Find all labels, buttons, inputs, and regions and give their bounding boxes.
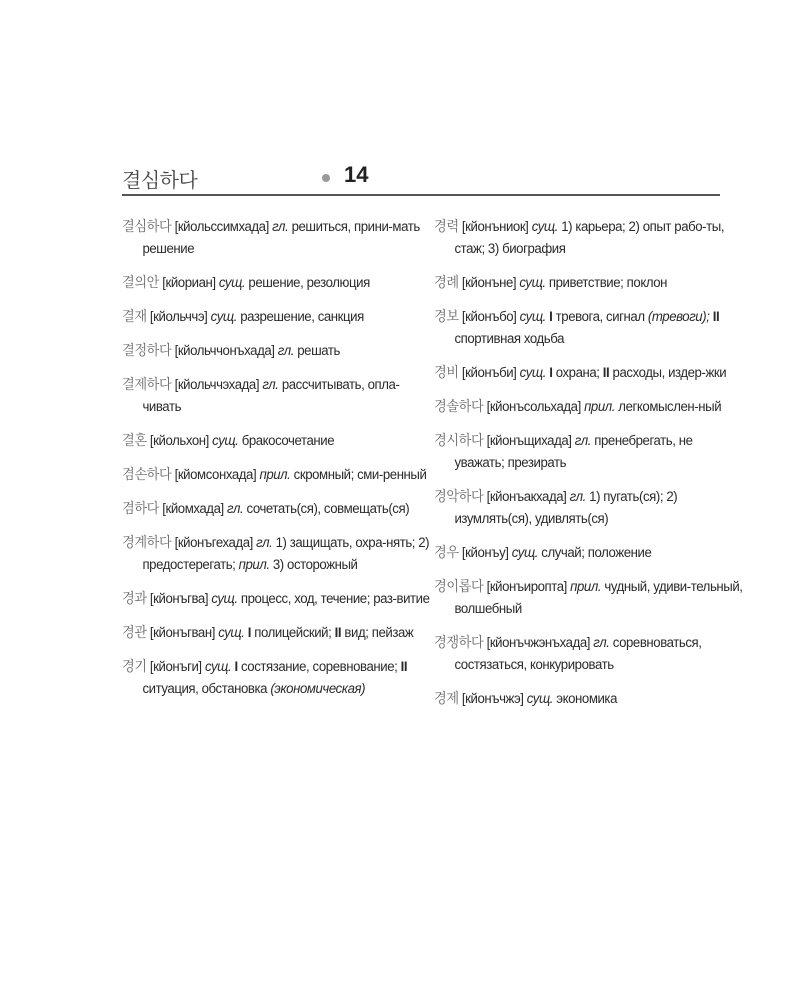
page-header	[122, 160, 720, 196]
transcription: [кйонъгехада]	[174, 535, 253, 551]
transcription: [кйонъгва]	[149, 591, 209, 607]
part-of-speech: сущ.	[519, 309, 546, 325]
dictionary-entry	[122, 498, 433, 520]
transcription: [кйольхон]	[149, 433, 209, 449]
sense-number: II	[602, 365, 610, 381]
entry-headword: 경시하다	[434, 433, 484, 449]
entry-text: пренебрегать, не уважать; презирать	[454, 433, 693, 471]
dictionary-entry	[122, 588, 433, 610]
entry-text: разрешение, санкция	[240, 309, 364, 325]
right-column	[434, 216, 743, 722]
dictionary-entry	[434, 632, 745, 676]
entry-text: вид; пейзаж	[344, 625, 414, 641]
entry-headword: 경쟁하다	[434, 635, 484, 651]
transcription: [кйонъакхада]	[486, 489, 567, 505]
sense-number: I	[234, 659, 238, 675]
part-of-speech: гл.	[574, 433, 592, 449]
entry-headword: 경력	[434, 219, 459, 235]
part-of-speech: сущ.	[211, 591, 238, 607]
entry-text: случай; положение	[541, 545, 652, 561]
dictionary-entry	[434, 306, 745, 350]
part-of-speech: гл.	[272, 219, 289, 235]
part-of-speech: сущ.	[218, 625, 245, 641]
part-of-speech: гл.	[569, 489, 586, 505]
transcription: [кйомсонхада]	[174, 467, 257, 483]
dictionary-entry	[122, 306, 433, 328]
dictionary-entry	[122, 374, 433, 418]
transcription: [кйонъбо]	[461, 309, 517, 325]
dictionary-entry	[434, 688, 745, 710]
part-of-speech: сущ.	[519, 275, 546, 291]
part-of-speech: гл.	[262, 377, 279, 393]
entry-text: охрана;	[555, 365, 600, 381]
entry-text: тревога, сигнал	[555, 309, 645, 325]
entry-text: состязание, соревнование;	[240, 659, 398, 675]
entry-headword: 결의안	[122, 275, 159, 291]
entry-text: спортивная ходьба	[454, 331, 564, 347]
entry-headword: 경악하다	[434, 489, 484, 505]
sense-number: II	[712, 309, 720, 325]
transcription: [кйонъби]	[461, 365, 517, 381]
part-of-speech: сущ.	[204, 659, 232, 675]
entry-text: приветствие; поклон	[548, 275, 668, 291]
dictionary-entry	[122, 532, 433, 576]
entry-text: 3) осторожный	[272, 557, 358, 573]
dictionary-entry	[122, 430, 433, 452]
dictionary-entry	[122, 340, 433, 362]
transcription: [кйонъниок]	[461, 219, 529, 235]
running-headword: 결심하다	[122, 170, 198, 192]
entry-headword: 경기	[122, 659, 147, 675]
dictionary-entry	[434, 216, 745, 260]
entry-text: чудный, удиви-тельный, волшебный	[454, 579, 743, 617]
transcription: [кйонъиропта]	[486, 579, 567, 595]
entry-note: (тревоги);	[647, 309, 710, 325]
part-of-speech: сущ.	[218, 275, 246, 291]
entry-headword: 경솔하다	[434, 399, 484, 415]
part-of-speech: прил.	[570, 579, 602, 595]
part-of-speech: гл.	[227, 501, 244, 517]
entry-text: соревноваться, состязаться, конкурировать	[454, 635, 702, 673]
entry-text: экономика	[556, 691, 617, 707]
entry-text: скромный; сми-ренный	[293, 467, 427, 483]
part-of-speech: сущ.	[511, 545, 539, 561]
dictionary-entry	[122, 622, 433, 644]
part-of-speech: сущ.	[519, 365, 546, 381]
entry-headword: 경관	[122, 625, 147, 641]
transcription: [кйольччэхада]	[174, 377, 260, 393]
dictionary-entry	[434, 486, 745, 530]
page-number: 14	[344, 162, 369, 187]
entry-text: легкомыслен-ный	[618, 399, 722, 415]
entry-text: ситуация, обстановка	[142, 681, 268, 697]
transcription: [кйонъчжэ]	[461, 691, 524, 707]
entry-headword: 경이롭다	[434, 579, 484, 595]
entry-text: сочетать(ся), совмещать(ся)	[246, 501, 410, 517]
entry-headword: 결정하다	[122, 343, 172, 359]
entry-headword: 경우	[434, 545, 459, 561]
dictionary-entry	[122, 656, 433, 700]
entry-text: решиться, прини-мать решение	[142, 219, 420, 257]
entry-headword: 경계하다	[122, 535, 172, 551]
part-of-speech: прил.	[259, 467, 291, 483]
sense-number: I	[247, 625, 251, 641]
entry-headword: 경보	[434, 309, 459, 325]
transcription: [кйольссимхада]	[174, 219, 269, 235]
transcription: [кйонъу]	[461, 545, 509, 561]
transcription: [кйольччонъхада]	[174, 343, 275, 359]
part-of-speech: прил.	[238, 557, 270, 573]
entry-text: 1) защищать, охра-нять; 2) предостерегать;	[142, 535, 430, 573]
entry-headword: 경비	[434, 365, 459, 381]
transcription: [кйориан]	[162, 275, 216, 291]
dictionary-entry	[434, 396, 745, 418]
sense-number: II	[334, 625, 342, 641]
entry-headword: 경례	[434, 275, 459, 291]
dictionary-entry	[434, 272, 745, 294]
entry-headword: 경과	[122, 591, 147, 607]
entry-text: рассчитывать, опла-чивать	[142, 377, 400, 415]
transcription: [кйомхада]	[162, 501, 224, 517]
transcription: [кйонъщихада]	[486, 433, 572, 449]
entry-headword: 결제하다	[122, 377, 172, 393]
entry-note: (экономическая)	[270, 681, 366, 697]
entry-text: расходы, издер-жки	[612, 365, 727, 381]
dictionary-entry	[122, 216, 433, 260]
transcription: [кйонъги]	[149, 659, 202, 675]
entry-text: бракосочетание	[241, 433, 335, 449]
dictionary-entry	[434, 576, 745, 620]
entry-text: процесс, ход, течение; раз-витие	[240, 591, 430, 607]
entry-headword: 결재	[122, 309, 147, 325]
dictionary-entry	[122, 464, 433, 486]
entry-headword: 겸하다	[122, 501, 159, 517]
part-of-speech: сущ.	[210, 309, 237, 325]
entry-headword: 결심하다	[122, 219, 172, 235]
sense-number: I	[549, 309, 553, 325]
entry-text: полицейский;	[254, 625, 332, 641]
entry-headword: 경제	[434, 691, 459, 707]
dictionary-entry	[434, 542, 745, 564]
transcription: [кйольччэ]	[149, 309, 208, 325]
entry-headword: 겸손하다	[122, 467, 172, 483]
entry-text: 1) карьера; 2) опыт рабо-ты, стаж; 3) биография	[454, 219, 725, 257]
part-of-speech: гл.	[593, 635, 610, 651]
part-of-speech: гл.	[277, 343, 295, 359]
sense-number: I	[549, 365, 553, 381]
entry-text: 1) пугать(ся); 2) изумлять(ся), удивлять(ся)	[454, 489, 678, 527]
dictionary-entry	[434, 430, 745, 474]
entry-text: решать	[297, 343, 340, 359]
dictionary-entry	[434, 362, 745, 384]
transcription: [кйонъне]	[461, 275, 517, 291]
part-of-speech: сущ.	[212, 433, 239, 449]
sense-number: II	[400, 659, 408, 675]
transcription: [кйонъсольхада]	[486, 399, 581, 415]
entry-text: решение, резолюция	[248, 275, 370, 291]
part-of-speech: гл.	[256, 535, 273, 551]
bullet-separator	[322, 174, 330, 182]
transcription: [кйонъчжэнъхада]	[486, 635, 591, 651]
left-column	[122, 216, 430, 712]
dictionary-entry	[122, 272, 433, 294]
entry-headword: 결혼	[122, 433, 147, 449]
transcription: [кйонъгван]	[149, 625, 215, 641]
part-of-speech: сущ.	[531, 219, 558, 235]
part-of-speech: прил.	[584, 399, 616, 415]
part-of-speech: сущ.	[526, 691, 554, 707]
